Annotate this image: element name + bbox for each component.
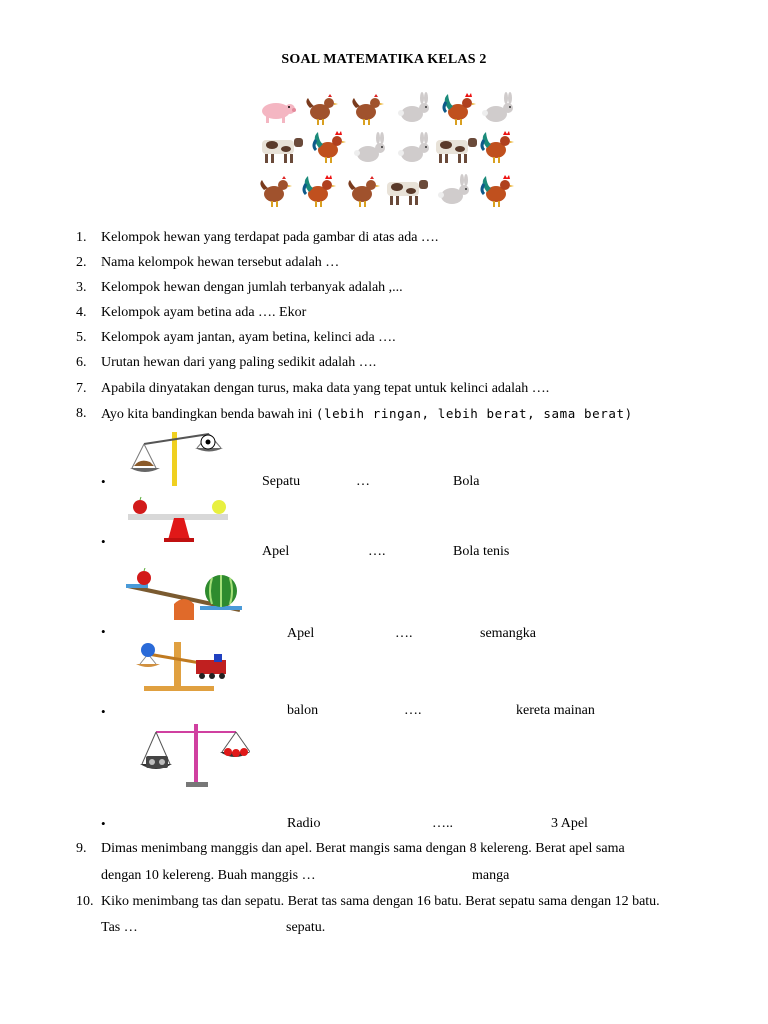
comparison-blank: …. bbox=[368, 544, 386, 559]
cow-icon bbox=[380, 172, 432, 208]
bullet: • bbox=[101, 534, 106, 549]
question-text: Kelompok hewan yang terdapat pada gambar di atas ada …. bbox=[101, 230, 439, 245]
comparison-left: balon bbox=[287, 703, 319, 718]
balance-scale-apple-tennis bbox=[124, 496, 234, 546]
bullet: • bbox=[101, 704, 106, 719]
rabbit-icon bbox=[394, 132, 434, 168]
question-8-text: Ayo kita bandingkan benda bawah ini bbox=[101, 407, 316, 422]
question-number: 5. bbox=[76, 330, 87, 345]
comparison-right: semangka bbox=[480, 626, 536, 641]
chicken-icon bbox=[344, 174, 384, 210]
question-number: 3. bbox=[76, 280, 87, 295]
bullet: • bbox=[101, 474, 106, 489]
question-text: Kelompok hewan dengan jumlah terbanyak adalah ,... bbox=[101, 280, 403, 295]
balance-scale-radio-apples bbox=[136, 720, 250, 792]
rooster-icon bbox=[478, 130, 518, 166]
question-9-line2: dengan 10 kelereng. Buah manggis … bbox=[101, 868, 316, 883]
animal-picture bbox=[250, 86, 520, 212]
rabbit-icon bbox=[478, 92, 518, 128]
comparison-left: Apel bbox=[287, 626, 315, 641]
comparison-right: Bola tenis bbox=[453, 544, 510, 559]
question-text: Kelompok ayam betina ada …. Ekor bbox=[101, 305, 307, 320]
question-number: 9. bbox=[76, 841, 87, 856]
bullet: • bbox=[101, 624, 106, 639]
cow-icon bbox=[256, 130, 306, 166]
comparison-left: Radio bbox=[287, 816, 321, 831]
question-number: 8. bbox=[76, 406, 87, 421]
comparison-blank: ….. bbox=[432, 816, 453, 831]
comparison-left: Sepatu bbox=[262, 474, 301, 489]
bullet: • bbox=[101, 816, 106, 831]
question-text: Apabila dinyatakan dengan turus, maka data yang tepat untuk kelinci adalah …. bbox=[101, 381, 550, 396]
comparison-blank: …. bbox=[404, 703, 422, 718]
rooster-icon bbox=[440, 92, 480, 128]
question-text: Kelompok ayam jantan, ayam betina, kelinci ada …. bbox=[101, 330, 396, 345]
pig-icon bbox=[256, 92, 296, 128]
balance-scale-shoe-ball bbox=[124, 426, 224, 488]
rooster-icon bbox=[478, 174, 518, 210]
rabbit-icon bbox=[434, 174, 474, 210]
question-text: Nama kelompok hewan tersebut adalah … bbox=[101, 255, 340, 270]
question-text: Dimas menimbang manggis dan apel. Berat mangis sama dengan 8 kelereng. Berat apel sama bbox=[101, 841, 625, 856]
comparison-blank: …. bbox=[395, 626, 413, 641]
question-number: 10. bbox=[76, 894, 94, 909]
question-10-line2: Tas … bbox=[101, 920, 138, 935]
chicken-icon bbox=[348, 92, 388, 128]
question-10-answer-word: sepatu. bbox=[286, 920, 326, 935]
question-9-answer-word: manga bbox=[472, 868, 510, 883]
comparison-right: Bola bbox=[453, 474, 480, 489]
page-title: SOAL MATEMATIKA KELAS 2 bbox=[281, 52, 487, 67]
question-number: 6. bbox=[76, 355, 87, 370]
comparison-right: 3 Apel bbox=[551, 816, 588, 831]
chicken-icon bbox=[302, 92, 342, 128]
question-number: 7. bbox=[76, 381, 87, 396]
balance-scale-apple-watermelon bbox=[124, 568, 244, 624]
question-number: 4. bbox=[76, 305, 87, 320]
question-number: 2. bbox=[76, 255, 87, 270]
question-text: Kiko menimbang tas dan sepatu. Berat tas sama dengan 16 batu. Berat sepatu sama dengan 12 batu. bbox=[101, 894, 660, 909]
question-text: Urutan hewan dari yang paling sedikit adalah …. bbox=[101, 355, 377, 370]
comparison-blank: … bbox=[356, 474, 370, 489]
rabbit-icon bbox=[350, 132, 390, 168]
cow-icon bbox=[430, 130, 480, 166]
answer-options: (lebih ringan, lebih berat, sama berat) bbox=[315, 406, 633, 421]
question-number: 1. bbox=[76, 230, 87, 245]
comparison-left: Apel bbox=[262, 544, 290, 559]
question-text bbox=[101, 406, 633, 423]
rooster-icon bbox=[310, 130, 350, 166]
comparison-right: kereta mainan bbox=[516, 703, 595, 718]
chicken-icon bbox=[256, 174, 296, 210]
rooster-icon bbox=[300, 174, 340, 210]
rabbit-icon bbox=[394, 92, 434, 128]
balance-scale-balloon-train bbox=[130, 630, 234, 694]
